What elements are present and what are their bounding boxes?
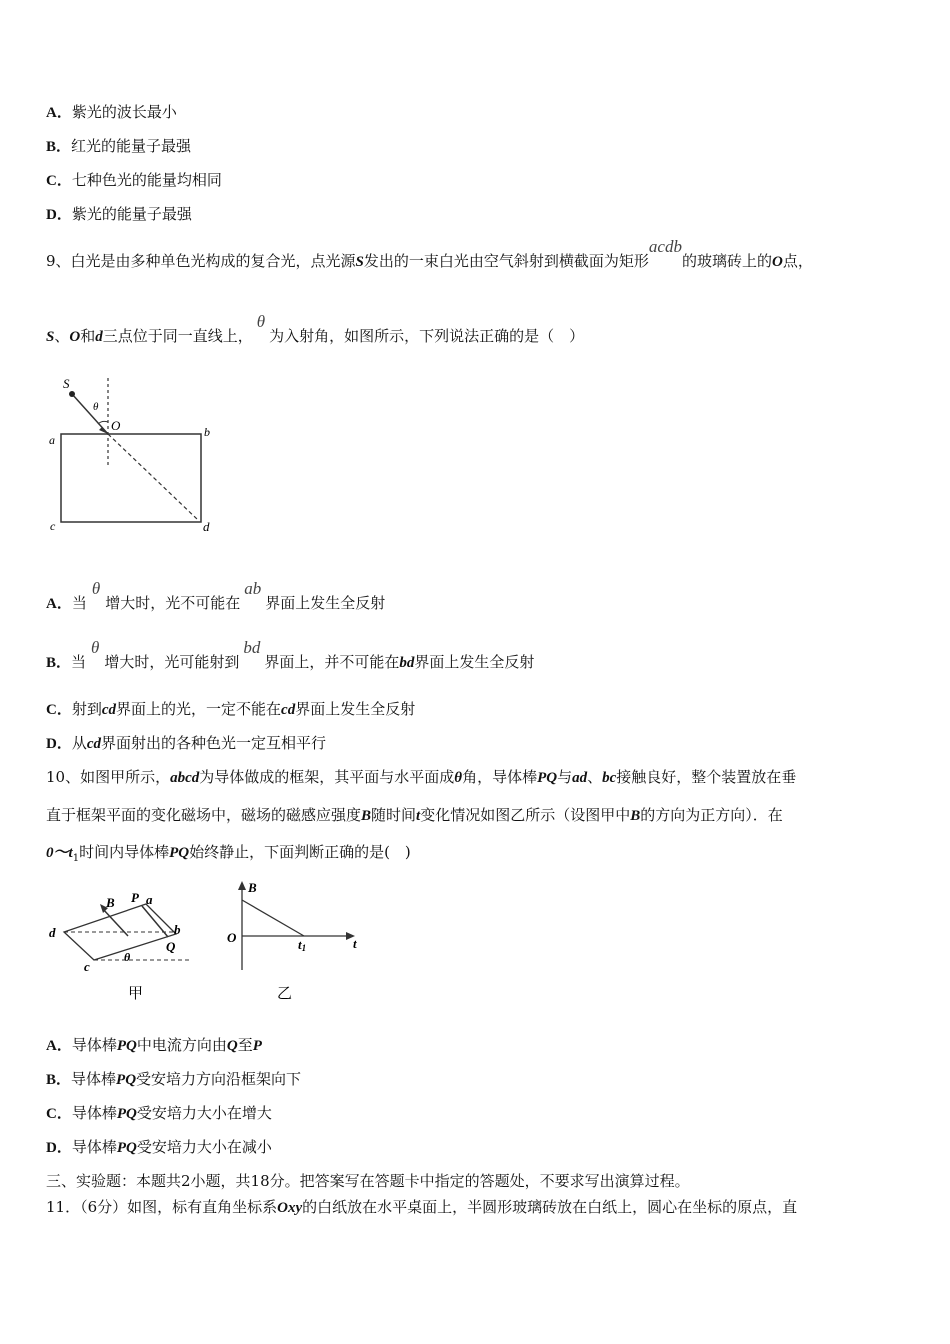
option-letter: A． [46, 596, 72, 612]
label-d: d [203, 519, 210, 534]
label-B: B [248, 880, 257, 895]
text: 为导体做成的框架，其平面与水平面成 [199, 768, 455, 786]
text: 导体棒 [71, 1104, 117, 1122]
option-text: 紫光的波长最小 [71, 103, 177, 121]
text: 与 [557, 768, 573, 786]
y-axis-arrow-icon [238, 881, 246, 890]
var-O: O [69, 329, 81, 345]
q10-figure-yi [222, 878, 367, 1005]
q8-option-a [46, 102, 177, 123]
label-b: b [174, 922, 181, 937]
option-letter: A． [46, 1038, 72, 1054]
q9-option-a [46, 579, 386, 614]
text: 、 [587, 768, 603, 786]
label-B: B [106, 895, 115, 910]
text: 、 [54, 327, 70, 345]
var-t1: t [68, 845, 73, 861]
var-B: B [361, 808, 372, 824]
q9-figure [46, 372, 226, 537]
text: 的白纸放在水平桌面上，半圆形玻璃砖放在白纸上，圆心在坐标的原点，直 [302, 1198, 798, 1216]
option-text: 红光的能量子最强 [71, 137, 192, 155]
q9-stem-line2 [46, 312, 585, 347]
text: 0～ [46, 845, 69, 861]
text: 当 [71, 653, 87, 671]
q10-stem-line1 [46, 767, 796, 788]
q10-stem-line3 [46, 842, 411, 869]
math-ab: ab [244, 579, 262, 598]
label-P: P [131, 890, 139, 905]
var-cd: cd [281, 702, 296, 718]
math-bd: bd [243, 638, 261, 657]
text: 发出的一束白光由空气斜射到横截面为矩形 [363, 252, 649, 270]
text: 界面上发生全反射 [295, 700, 416, 718]
text: 和 [80, 327, 96, 345]
label-theta: θ [124, 950, 131, 964]
text: 受安培力大小在减小 [136, 1138, 272, 1156]
var-PQ: PQ [537, 770, 558, 786]
text: 受安培力方向沿框架向下 [136, 1070, 302, 1088]
text: 角，导体棒 [462, 768, 538, 786]
text: 至 [237, 1036, 253, 1054]
text: 导体棒 [71, 1138, 117, 1156]
label-Q: Q [166, 939, 176, 954]
math-acdb: acdb [648, 237, 682, 256]
text: 增大时，光可能射到 [104, 653, 240, 671]
var-P: P [252, 1038, 262, 1054]
label-t1 [298, 937, 306, 953]
var-B: B [630, 808, 641, 824]
var-bc: bc [602, 770, 617, 786]
q10-figure-jia [46, 880, 206, 1005]
q9-option-d [46, 733, 326, 754]
var-PQ: PQ [169, 845, 190, 861]
b-t-graph-line [242, 900, 304, 936]
var-theta: θ [454, 770, 463, 786]
option-text: 紫光的能量子最强 [71, 205, 192, 223]
sub: 1 [301, 943, 307, 953]
text: 导体棒 [71, 1070, 117, 1088]
var-S: S [355, 254, 364, 270]
text: 射到 [71, 700, 102, 718]
glass-brick-rect [61, 434, 201, 522]
q8-option-d [46, 204, 192, 225]
option-letter: C． [46, 702, 72, 718]
label-b: b [204, 425, 210, 439]
q10-option-c [46, 1103, 272, 1124]
t: t [298, 937, 302, 952]
q9-option-b [46, 638, 535, 673]
var-t: t [416, 808, 421, 824]
var-O: O [771, 254, 783, 270]
subscript: 1 [72, 853, 80, 864]
option-letter: B． [46, 139, 72, 155]
text: 的玻璃砖上的 [681, 252, 772, 270]
caption-yi: 乙 [277, 986, 293, 1002]
text: 增大时，光不可能在 [105, 594, 241, 612]
q10-option-d [46, 1137, 272, 1158]
text: 界面上发生全反射 [265, 594, 386, 612]
option-letter: C． [46, 173, 72, 189]
q8-option-b [46, 136, 191, 157]
math-theta: θ [256, 312, 266, 331]
option-letter: A． [46, 105, 72, 121]
label-c: c [50, 519, 56, 533]
text: 从 [71, 734, 87, 752]
text: 随时间 [371, 806, 417, 824]
text: 受安培力大小在增大 [136, 1104, 272, 1122]
text: 接触良好，整个装置放在垂 [616, 768, 797, 786]
text: 导体棒 [71, 1036, 117, 1054]
var-Oxy: Oxy [277, 1200, 303, 1216]
text: 始终静止，下面判断正确的是( ) [189, 843, 411, 861]
label-d: d [49, 925, 56, 940]
option-letter: D． [46, 1140, 72, 1156]
var-cd: cd [86, 736, 102, 752]
text: 变化情况如图乙所示（设图甲中 [420, 806, 631, 824]
q9-option-c [46, 699, 415, 720]
math-theta: θ [91, 579, 101, 598]
section-3-heading: 三、实验题：本题共2小题，共18分。把答案写在答题卡中指定的答题处，不要求写出演算过程。 [46, 1172, 690, 1190]
var-PQ: PQ [116, 1106, 137, 1122]
option-letter: D． [46, 207, 72, 223]
text: 11．（6分）如图，标有直角坐标系 [46, 1198, 278, 1216]
text: 10、如图甲所示， [46, 768, 171, 786]
label-c: c [84, 959, 90, 974]
var-ad: ad [572, 770, 588, 786]
var-S: S [46, 329, 55, 345]
label-theta: θ [93, 401, 99, 413]
refracted-ray-dashed [108, 434, 198, 520]
text: 直于框架平面的变化磁场中，磁场的磁感应强度 [46, 806, 362, 824]
text: 当 [71, 594, 87, 612]
q10-option-a [46, 1035, 262, 1056]
var-PQ: PQ [116, 1072, 137, 1088]
var-cd: cd [101, 702, 117, 718]
caption-jia: 甲 [128, 986, 144, 1002]
text: 为入射角，如图所示，下列说法正确的是（ ） [269, 327, 585, 345]
option-letter: B． [46, 655, 72, 671]
var-Q: Q [226, 1038, 238, 1054]
option-letter: B． [46, 1072, 72, 1088]
label-S: S [63, 376, 70, 391]
text: 界面上，并不可能在 [264, 653, 400, 671]
text: 中电流方向由 [136, 1036, 227, 1054]
var-d: d [95, 329, 103, 345]
label-O: O [111, 418, 121, 433]
math-theta: θ [91, 638, 100, 657]
q9-stem-line1 [46, 237, 813, 272]
option-text: 七种色光的能量均相同 [71, 171, 222, 189]
var-PQ: PQ [116, 1140, 137, 1156]
var-abcd: abcd [170, 770, 200, 786]
q10-option-b [46, 1069, 301, 1090]
q11-stem [46, 1197, 797, 1218]
label-a: a [49, 433, 55, 447]
text: 界面上的光，一定不能在 [116, 700, 282, 718]
var-bd: bd [399, 655, 415, 671]
text: 界面上发生全反射 [414, 653, 535, 671]
point-source-S [69, 391, 75, 397]
option-letter: C． [46, 1106, 72, 1122]
text: 点， [782, 252, 813, 270]
var-PQ: PQ [116, 1038, 137, 1054]
text: 界面射出的各种色光一定互相平行 [101, 734, 327, 752]
label-O: O [227, 930, 237, 945]
text: 的方向为正方向）．在 [640, 806, 783, 824]
text: 三点位于同一直线上， [102, 327, 253, 345]
text: 9、白光是由多种单色光构成的复合光，点光源 [46, 252, 356, 270]
text: 时间内导体棒 [79, 843, 170, 861]
q8-option-c [46, 170, 222, 191]
label-t: t [353, 936, 357, 951]
label-a: a [146, 892, 153, 907]
option-letter: D． [46, 736, 72, 752]
q10-stem-line2 [46, 805, 783, 826]
